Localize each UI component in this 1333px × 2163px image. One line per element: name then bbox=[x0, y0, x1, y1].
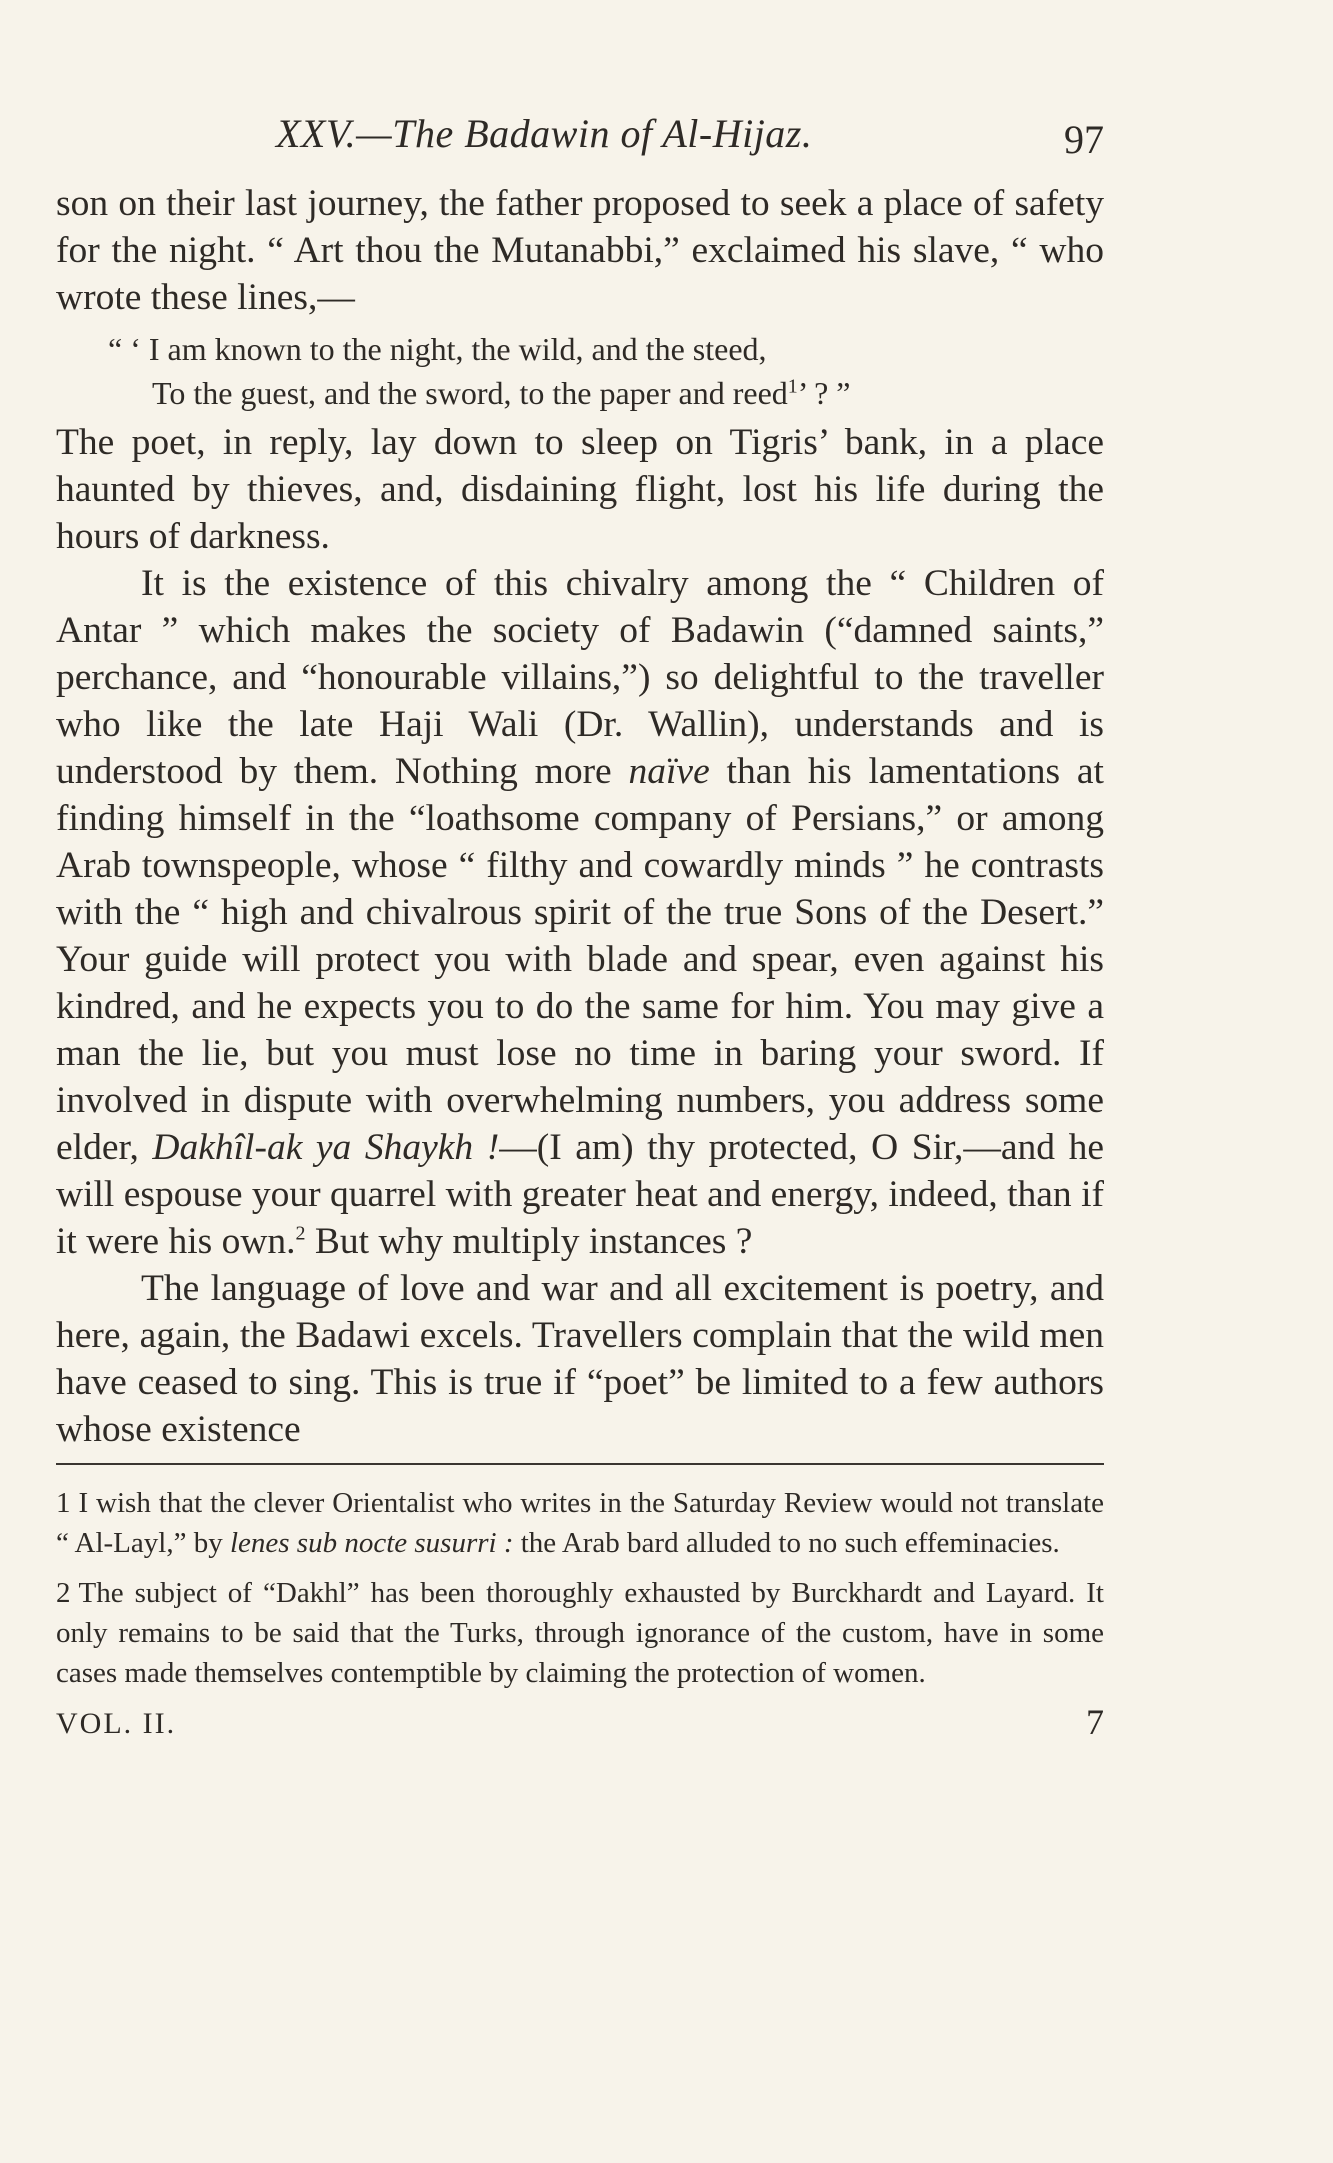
paragraph-4: The language of love and war and all excitement is poetry, and here, again, the Badawi excels. Travellers complain that the wild men have ceased to sing. This is true if “poet” be limited to a few authors whose existence bbox=[56, 1268, 1104, 1450]
footnote-1-mark: 1 bbox=[56, 1487, 71, 1519]
verse-close: ’ ? ” bbox=[797, 375, 851, 411]
footnotes bbox=[56, 1483, 1104, 1693]
signature-mark: 7 bbox=[1086, 1702, 1104, 1742]
running-head bbox=[56, 110, 1104, 180]
paragraph-3-part-c: —(I am) thy protected, O Sir,—and he will espouse your quarrel with greater heat and energy, indeed, than if it were his own. bbox=[56, 1127, 1104, 1262]
footnote-divider bbox=[56, 1463, 1104, 1465]
verse-line-1: “ ‘ I am known to the night, the wild, and the steed, bbox=[108, 331, 767, 367]
footnote-2 bbox=[56, 1573, 1104, 1693]
verse-line-2-text: To the guest, and the sword, to the paper and reed bbox=[152, 375, 788, 411]
footnote-2-mark: 2 bbox=[56, 1577, 71, 1609]
verse-line-2 bbox=[108, 371, 1104, 415]
book-page bbox=[56, 110, 1104, 1767]
page-footer bbox=[56, 1702, 1104, 1767]
paragraph-3-part-d: But why multiply instances ? bbox=[305, 1221, 753, 1262]
verse-quote bbox=[108, 327, 1104, 415]
footnote-2-text: The subject of “Dakhl” has been thoroughly exhausted by Burckhardt and Layard. It only remains to be said that the Turks, through ignorance of the custom, have in some cases made themselves contemptible by claiming the protection of women. bbox=[56, 1577, 1104, 1689]
footnote-1-part-a: I wish that the clever Orientalist who writes in the Saturday Review would not translate “ Al-Layl,” by bbox=[56, 1487, 1104, 1559]
body-text bbox=[56, 180, 1104, 1453]
footnote-1-part-b: the Arab bard alluded to no such effeminacies. bbox=[513, 1527, 1060, 1559]
paragraph-3-part-b: than his lamentations at finding himself in the “loathsome company of Persians,” or among Arab townspeople, whose “ filthy and cowardly minds ” he contrasts with the “ high and chivalrous spirit of the true Sons of the Desert.” Your guide will protect you with blade and spear, even against his kindred, and he expects you to do the same for him. You may give a man the lie, but you must lose no time in baring your sword. If involved in dispute with overwhelming numbers, you address some elder, bbox=[56, 751, 1104, 1168]
footnote-1 bbox=[56, 1483, 1104, 1563]
footnote-ref-1: 1 bbox=[787, 375, 798, 398]
footnote-1-italic: lenes sub nocte susurri : bbox=[229, 1527, 514, 1559]
paragraph-1: son on their last journey, the father proposed to seek a place of safety for the night. “ Art thou the Mutanabbi,” exclaimed his slave, “ who wrote these lines,— bbox=[56, 183, 1104, 318]
paragraph-3-italic-dakhil: Dakhîl-ak ya Shaykh ! bbox=[152, 1127, 500, 1168]
paragraph-3-part-a: It is the existence of this chivalry among the “ Children of Antar ” which makes the society of Badawin (“damned saints,” perchance, and “honourable villains,”) so delightful to the traveller who like the late Haji Wali (Dr. Wallin), understands and is understood by them. Nothing more bbox=[56, 563, 1104, 792]
page-number: 97 bbox=[1064, 117, 1104, 162]
volume-label: VOL. II. bbox=[56, 1707, 177, 1740]
running-title: XXV.—The Badawin of Al-Hijaz. bbox=[276, 111, 813, 156]
paragraph-3 bbox=[56, 560, 1104, 1265]
footnote-ref-2: 2 bbox=[295, 1222, 306, 1245]
paragraph-3-italic-naive: naïve bbox=[628, 751, 710, 792]
paragraph-2: The poet, in reply, lay down to sleep on Tigris’ bank, in a place haunted by thieves, and, disdaining flight, lost his life during the hours of darkness. bbox=[56, 422, 1104, 557]
